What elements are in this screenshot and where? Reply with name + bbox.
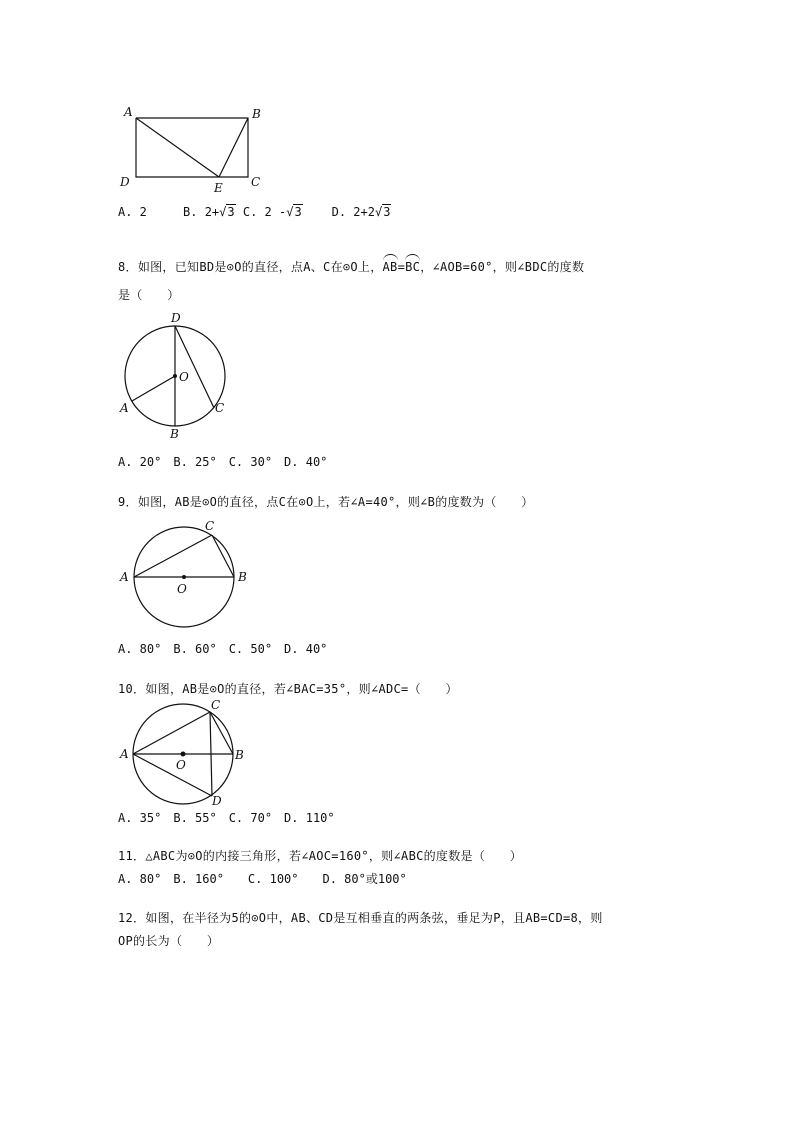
q10-chord-ac xyxy=(133,712,210,754)
q8-arc-ab: AB xyxy=(383,257,398,275)
q8-radius-oa xyxy=(132,376,175,401)
q7-rectangle xyxy=(136,118,248,177)
q8-stem-line1: 8．如图，已知BD是⊙O的直径，点A、C在⊙O上，AB=BC，∠AOB=60°，则∠BDC的度数 xyxy=(118,257,584,275)
q9-label-a: A xyxy=(120,570,129,584)
q12-stem-line2: OP的长为（ ） xyxy=(118,934,220,948)
q8-label-c: C xyxy=(215,401,225,415)
q8-figure xyxy=(110,308,240,443)
q7-label-c: C xyxy=(251,175,261,189)
q10-center-point xyxy=(181,752,186,757)
q10-stem: 10．如图，AB是⊙O的直径，若∠BAC=35°，则∠ADC=（ ） xyxy=(118,682,458,696)
q11-stem: 11．△ABC为⊙O的内接三角形，若∠AOC=160°，则∠ABC的度数是（ ） xyxy=(118,849,523,863)
q9-label-b: B xyxy=(238,570,247,584)
q9-center-point xyxy=(182,575,186,579)
q8-arc-bc: BC xyxy=(405,257,420,275)
q7-choice-c: C. 2 -√3 xyxy=(242,205,302,219)
q9-label-c: C xyxy=(205,519,215,533)
q7-choice-a: A. 2 xyxy=(118,205,147,219)
q9-choices: A. 80° B. 60° C. 50° D. 40° xyxy=(118,642,328,656)
q7-segment-ae xyxy=(136,118,219,177)
q8-choices: A. 20° B. 25° C. 30° D. 40° xyxy=(118,455,328,469)
q10-label-d: D xyxy=(212,794,222,807)
q8-center-point xyxy=(173,374,177,378)
q8-label-a: A xyxy=(120,401,129,415)
q10-label-o: O xyxy=(176,758,186,772)
q9-figure xyxy=(115,515,255,635)
q9-chord-cb xyxy=(212,535,234,577)
q8-stem-line2: 是（ ） xyxy=(118,288,180,302)
q10-chord-ad xyxy=(133,754,212,796)
q7-segment-be xyxy=(219,118,248,177)
q9-label-o: O xyxy=(177,582,187,596)
q7-choice-b: B. 2+√3 xyxy=(183,205,235,219)
q10-chord-cb xyxy=(210,712,233,754)
q8-label-b: B xyxy=(170,427,179,441)
q11-choices: A. 80° B. 160° C. 100° D. 80°或100° xyxy=(118,872,407,886)
q7-label-d: D xyxy=(120,175,130,189)
q12-stem-line1: 12．如图，在半径为5的⊙O中，AB、CD是互相垂直的两条弦，垂足为P，且AB=CD=8，则 xyxy=(118,911,603,925)
q7-label-b: B xyxy=(252,107,261,121)
q7-figure xyxy=(110,100,280,200)
q10-figure xyxy=(115,697,255,807)
q8-label-o: O xyxy=(179,370,189,384)
q9-chord-ac xyxy=(134,535,212,577)
q10-label-b: B xyxy=(235,748,244,762)
q9-stem: 9．如图，AB是⊙O的直径，点C在⊙O上，若∠A=40°，则∠B的度数为（ ） xyxy=(118,495,534,509)
q10-choices: A. 35° B. 55° C. 70° D. 110° xyxy=(118,811,335,825)
q7-choice-d: D. 2+2√3 xyxy=(331,205,391,219)
q7-label-e: E xyxy=(214,181,223,195)
q10-label-a: A xyxy=(120,747,129,761)
q7-label-a: A xyxy=(124,105,133,119)
q8-label-d: D xyxy=(171,311,181,325)
q10-label-c: C xyxy=(211,698,221,712)
q7-choices xyxy=(118,205,391,219)
